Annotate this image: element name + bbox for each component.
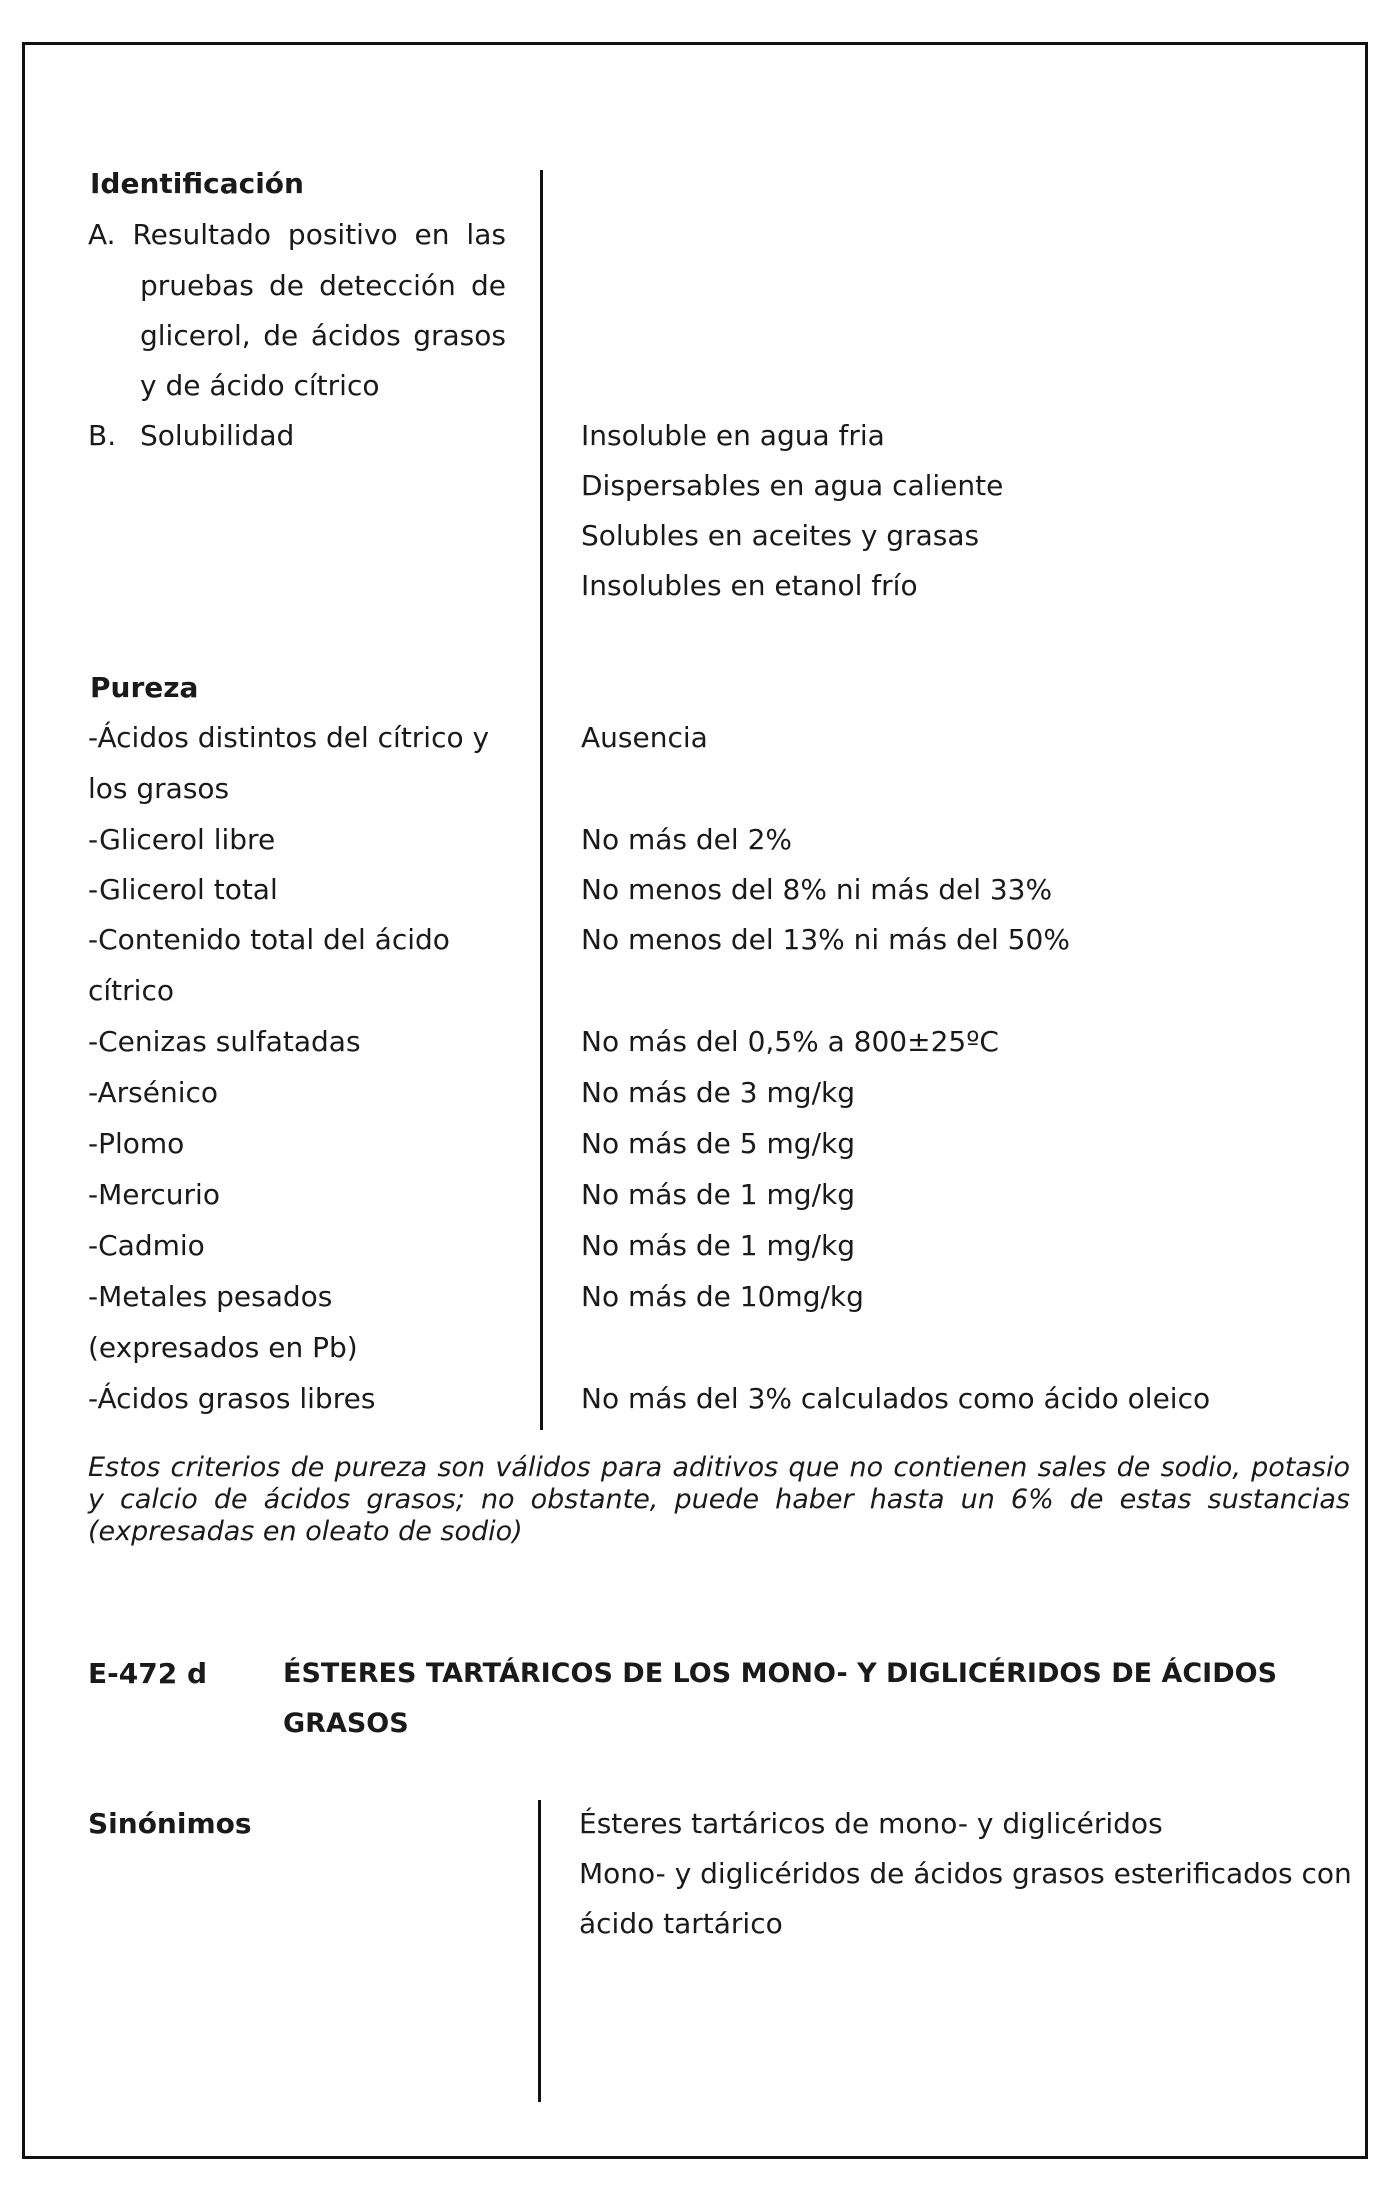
- pureza-label-13: -Ácidos grasos libres: [88, 1382, 376, 1415]
- pureza-value-4: No menos del 13% ni más del 50%: [581, 923, 1070, 956]
- pureza-label-2: -Glicerol libre: [88, 823, 276, 856]
- sinonimo-line-3: ácido tartárico: [579, 1907, 783, 1940]
- pureza-value-7: No más de 3 mg/kg: [581, 1076, 855, 1109]
- purity-note: Estos criterios de pureza son válidos para aditivos que no contienen sales de sodio, potasio y calcio de ácidos grasos; no obstante, puede haber hasta un 6% de estas sustancias (expresadas en oleato de sodio): [88, 1452, 1350, 1547]
- pureza-label-1: los grasos: [88, 772, 230, 805]
- sinonimo-line-2: Mono- y diglicéridos de ácidos grasos esterificados con: [579, 1857, 1352, 1890]
- pureza-value-11: No más de 10mg/kg: [581, 1280, 864, 1313]
- item-a-line-1: A. Resultado positivo en las: [88, 218, 506, 251]
- item-a-line-2: pruebas de detección de: [140, 269, 506, 302]
- pureza-label-10: -Cadmio: [88, 1229, 205, 1262]
- solubilidad-line-3: Solubles en aceites y grasas: [581, 519, 980, 552]
- pureza-label-6: -Cenizas sulfatadas: [88, 1025, 361, 1058]
- e472d-code: E-472 d: [88, 1657, 207, 1690]
- item-a-line-4: y de ácido cítrico: [140, 369, 380, 402]
- pureza-value-0: Ausencia: [581, 721, 708, 754]
- pureza-value-2: No más del 2%: [581, 823, 792, 856]
- column-divider-top: [540, 170, 543, 1430]
- pureza-value-13: No más del 3% calculados como ácido oleico: [581, 1382, 1211, 1415]
- item-b-marker: B.: [88, 419, 117, 452]
- pureza-label-9: -Mercurio: [88, 1178, 220, 1211]
- pureza-label-0: -Ácidos distintos del cítrico y: [88, 721, 490, 754]
- pureza-value-10: No más de 1 mg/kg: [581, 1229, 855, 1262]
- pureza-heading: Pureza: [90, 671, 199, 704]
- solubilidad-line-2: Dispersables en agua caliente: [581, 469, 1004, 502]
- pureza-value-3: No menos del 8% ni más del 33%: [581, 873, 1053, 906]
- sinonimos-label: Sinónimos: [88, 1807, 252, 1840]
- solubilidad-line-1: Insoluble en agua fria: [581, 419, 885, 452]
- identificacion-heading: Identificación: [90, 167, 304, 200]
- pureza-value-6: No más del 0,5% a 800±25ºC: [581, 1025, 999, 1058]
- pureza-label-3: -Glicerol total: [88, 873, 278, 906]
- pureza-label-4: -Contenido total del ácido: [88, 923, 450, 956]
- pureza-label-11: -Metales pesados: [88, 1280, 333, 1313]
- solubilidad-line-4: Insolubles en etanol frío: [581, 569, 918, 602]
- pureza-label-12: (expresados en Pb): [88, 1331, 358, 1364]
- pureza-value-8: No más de 5 mg/kg: [581, 1127, 855, 1160]
- item-a-line-3: glicerol, de ácidos grasos: [140, 319, 506, 352]
- pureza-label-7: -Arsénico: [88, 1076, 219, 1109]
- pureza-label-5: cítrico: [88, 974, 174, 1007]
- pureza-value-9: No más de 1 mg/kg: [581, 1178, 855, 1211]
- e472d-title-line-2: GRASOS: [283, 1708, 409, 1739]
- column-divider-bottom: [538, 1800, 541, 2102]
- e472d-title-line-1: ÉSTERES TARTÁRICOS DE LOS MONO- Y DIGLICÉRIDOS DE ÁCIDOS: [283, 1658, 1278, 1689]
- sinonimo-line-1: Ésteres tartáricos de mono- y diglicéridos: [579, 1807, 1163, 1840]
- pureza-label-8: -Plomo: [88, 1127, 185, 1160]
- item-b-label: Solubilidad: [140, 419, 295, 452]
